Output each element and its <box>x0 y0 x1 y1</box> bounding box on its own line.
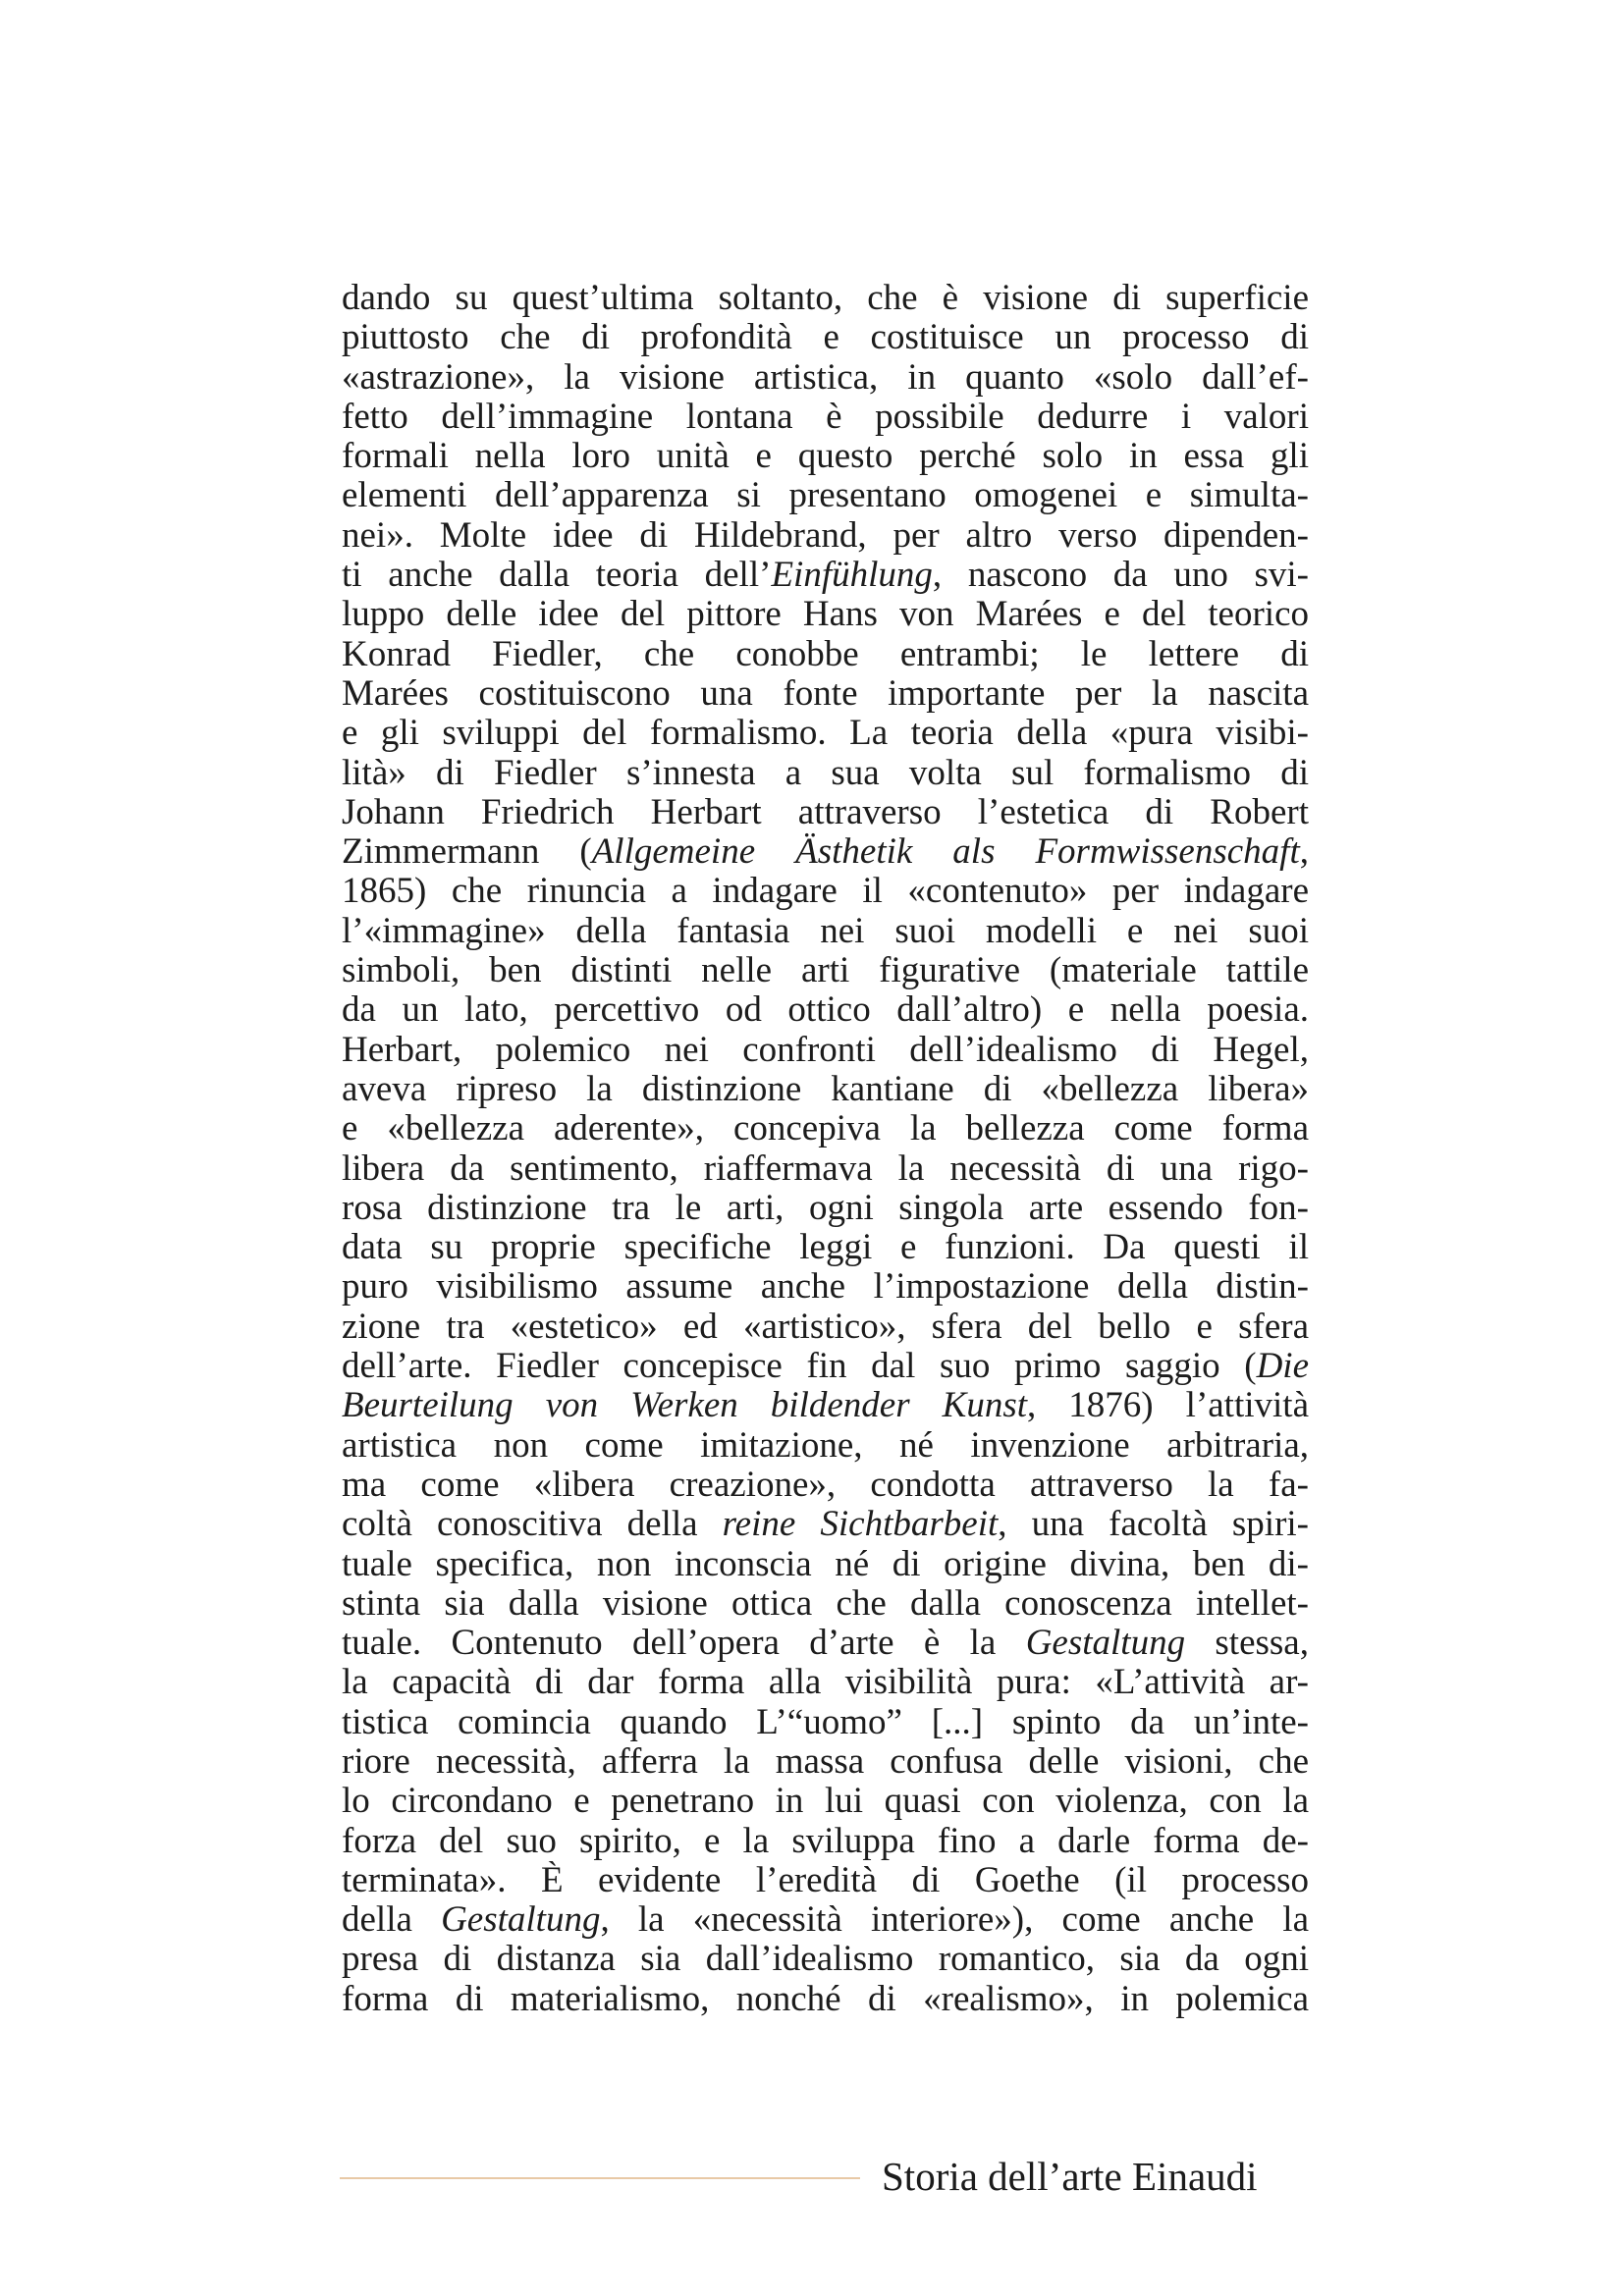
text-line: elementi dell’apparenza si presentano omogenei e simulta- <box>342 476 1309 516</box>
italic-title: Gestaltung <box>1025 1624 1186 1664</box>
text-line: l’«immagine» della fantasia nei suoi modelli e nei suoi <box>342 911 1309 951</box>
text-line <box>342 1347 1309 1386</box>
text-line <box>342 1900 1309 1940</box>
text-line <box>342 832 1309 872</box>
text-line: da un lato, percettivo od ottico dall’altro) e nella poesia. <box>342 990 1309 1031</box>
footer-book-title: Storia dell’arte Einaudi <box>882 2154 1258 2199</box>
text-line: tistica comincia quando L’“uomo” [...] spinto da un’inte- <box>342 1702 1309 1742</box>
text-line: luppo delle idee del pittore Hans von Marées e del teorico <box>342 595 1309 635</box>
text-line: formali nella loro unità e questo perché solo in essa gli <box>342 437 1309 477</box>
text-line: terminata». È evidente l’eredità di Goethe (il processo <box>342 1860 1309 1900</box>
text-line: Marées costituiscono una fonte importante per la nascita <box>342 673 1309 714</box>
text-line: 1865) che rinuncia a indagare il «contenuto» per indagare <box>342 872 1309 912</box>
text-line: e «bellezza aderente», concepiva la bellezza come forma <box>342 1109 1309 1149</box>
text-line: Johann Friedrich Herbart attraverso l’estetica di Robert <box>342 792 1309 832</box>
footer-rule <box>340 2177 860 2179</box>
text-line: stinta sia dalla visione ottica che dalla conoscenza intellet- <box>342 1583 1309 1624</box>
text-line: Herbart, polemico nei confronti dell’idealismo di Hegel, <box>342 1030 1309 1070</box>
text-line: presa di distanza sia dall’idealismo romantico, sia da ogni <box>342 1940 1309 1980</box>
italic-title: Allgemeine Ästhetik als Formwissenschaft <box>591 832 1300 873</box>
italic-title: Beurteilung von Werken bildender Kunst <box>342 1386 1028 1426</box>
text-line: piuttosto che di profondità e costituisce un processo di <box>342 318 1309 358</box>
text-line: puro visibilismo assume anche l’impostazione della distin- <box>342 1267 1309 1308</box>
text-line: la capacità di dar forma alla visibilità pura: «L’attività ar- <box>342 1663 1309 1703</box>
text-line: forza del suo spirito, e la sviluppa fino a darle forma de- <box>342 1821 1309 1861</box>
text-line: forma di materialismo, nonché di «realismo», in polemica <box>342 1979 1309 2019</box>
text-line: artistica non come imitazione, né invenzione arbitraria, <box>342 1425 1309 1466</box>
text-segment: tuale. Contenuto dell’opera d’arte è la <box>342 1624 1026 1664</box>
body-text <box>342 279 1309 2019</box>
text-line: e gli sviluppi del formalismo. La teoria della «pura visibi- <box>342 714 1309 754</box>
text-line: data su proprie specifiche leggi e funzioni. Da questi il <box>342 1228 1309 1268</box>
text-line: lità» di Fiedler s’innesta a sua volta sul formalismo di <box>342 753 1309 793</box>
text-line: ma come «libera creazione», condotta attraverso la fa- <box>342 1465 1309 1505</box>
text-line: dando su quest’ultima soltanto, che è visione di superficie <box>342 279 1309 318</box>
text-segment: , <box>1299 832 1309 873</box>
text-line: aveva ripreso la distinzione kantiane di «bellezza libera» <box>342 1069 1309 1109</box>
text-line: simboli, ben distinti nelle arti figurative (materiale tattile <box>342 951 1309 991</box>
text-line: nei». Molte idee di Hildebrand, per altro verso dipenden- <box>342 515 1309 556</box>
italic-title: Die <box>1256 1347 1309 1387</box>
text-line: Konrad Fiedler, che conobbe entrambi; le lettere di <box>342 634 1309 674</box>
text-segment: della <box>342 1900 442 1941</box>
text-line: zione tra «estetico» ed «artistico», sfera del bello e sfera <box>342 1307 1309 1347</box>
text-segment: Zimmermann ( <box>342 832 592 873</box>
text-line <box>342 1505 1309 1544</box>
text-segment: , la «necessità interiore»), come anche la <box>600 1900 1309 1941</box>
text-line: libera da sentimento, riaffermava la necessità di una rigo- <box>342 1148 1309 1189</box>
text-line: riore necessità, afferra la massa confusa delle visioni, che <box>342 1741 1309 1782</box>
text-segment: , 1876) l’attività <box>1027 1386 1309 1426</box>
text-line <box>342 1386 1309 1425</box>
text-segment: , nascono da uno svi- <box>932 556 1309 596</box>
text-segment: dell’arte. Fiedler concepisce fin dal suo primo saggio ( <box>342 1347 1257 1387</box>
text-segment: coltà conoscitiva della <box>342 1505 723 1545</box>
italic-title: Einfühlung <box>771 556 933 596</box>
text-line: fetto dell’immagine lontana è possibile dedurre i valori <box>342 397 1309 437</box>
text-segment: stessa, <box>1185 1624 1309 1664</box>
text-line: tuale specifica, non inconscia né di origine divina, ben di- <box>342 1544 1309 1584</box>
text-line: rosa distinzione tra le arti, ogni singola arte essendo fon- <box>342 1188 1309 1228</box>
text-segment: ti anche dalla teoria dell’ <box>342 556 772 596</box>
text-line <box>342 556 1309 595</box>
text-line: lo circondano e penetrano in lui quasi con violenza, con la <box>342 1782 1309 1822</box>
text-line <box>342 1624 1309 1663</box>
text-segment: , una facoltà spiri- <box>998 1505 1309 1545</box>
italic-title: reine Sichtbarbeit <box>722 1505 999 1545</box>
text-line: «astrazione», la visione artistica, in quanto «solo dall’ef- <box>342 357 1309 398</box>
italic-title: Gestaltung <box>441 1900 601 1941</box>
